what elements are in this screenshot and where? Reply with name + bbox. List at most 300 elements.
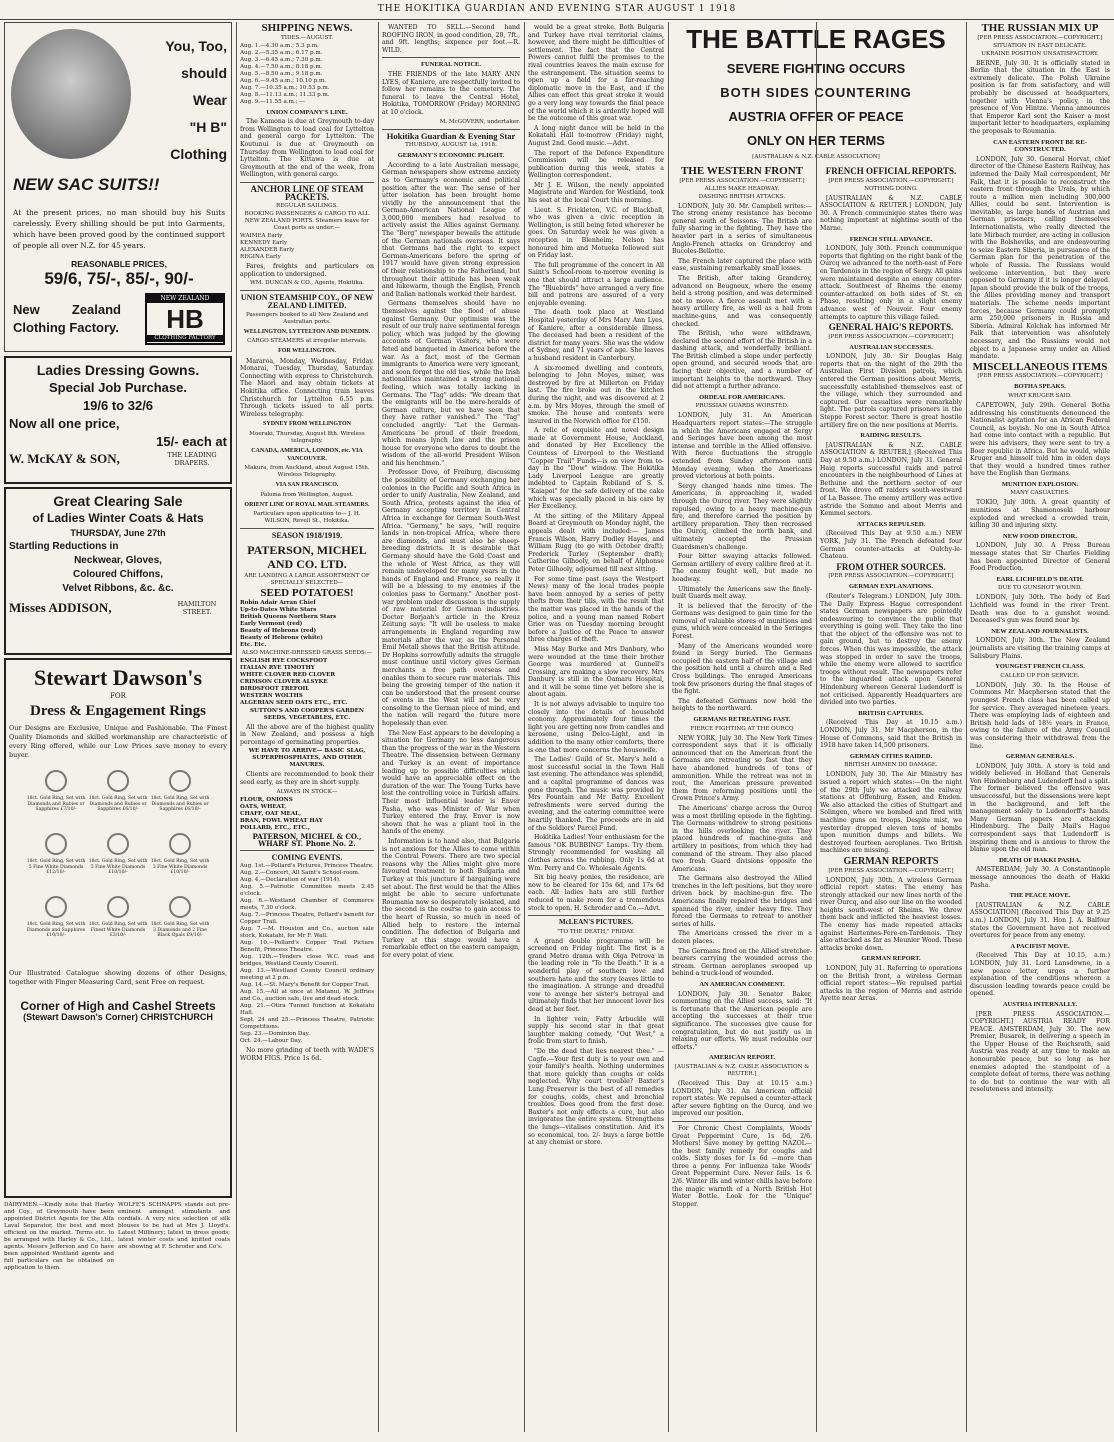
editorial-title: GERMANY'S ECONOMIC PLIGHT. (397, 152, 505, 160)
stock-row: CHAFF, OAT MEAL, (240, 810, 302, 817)
gowns-title: Ladies Dressing Gowns. (36, 362, 200, 378)
misc-item-text: LONDON, July 30th. The New Zealand journalists are visiting the training camps at Salisbury Plains. (970, 637, 1110, 660)
ordeal-title: ORDEAL FOR AMERICANS. (699, 393, 785, 401)
slogan-line: Clothing (170, 146, 227, 162)
event-row: Aug. 10.—Pollard's Copper Trail Picture Benefit, Princess Theatre. (240, 940, 374, 954)
event-row: Aug. 21.—Otira Tunnel function at Kokatahi Hall. (240, 1003, 374, 1017)
dawson-for: FOR (110, 692, 126, 700)
tide-row: Aug. 2.—5.35 a.m.; 6.17 p.m. (240, 49, 323, 56)
wf-para: LONDON, July 30. Mr. Campbell writes:—The strong enemy resistance has become general south of Soissons. The British are fully sharing in the fighting. They have the heavier part in a series of simultaneous Anglo-French attacks on Grandcroy and Bucoles-Bellotte. (672, 202, 812, 256)
stock-list (240, 797, 374, 832)
anchor-agent: WM. DUNCAN & CO., Agents, Hokitika. (250, 280, 364, 287)
dawson-address: (Stewart Dawson's Corner) CHRISTCHURCH (23, 1012, 213, 1023)
ring-icon (45, 833, 67, 855)
mclean-para: A grand double programme will be screened on Friday night. The first is a grand Metro drama with Olga Petrova in the leading role in "To the Death." It is a wonderful play of southern love and southern hate and the story leaves little to the imagination. A strange and dreadful vow to avenge her sister's betrayal and ultimately finds that her innocent lover lies dead at her feet. (528, 937, 664, 1014)
ring-caption: 18ct. Gold Ring, Set with 5 Fine White Diamonds £12/10/- (26, 859, 86, 876)
union-title: UNION COMPANY'S LINE. (266, 108, 348, 116)
illustration-circle (11, 29, 131, 159)
potato-row: Etc. Etc. (240, 641, 267, 648)
gowns-seller-tag: THE LEADING DRAPERS. (167, 451, 217, 467)
dawson-ad (4, 658, 232, 1198)
news-para: At the sitting of the Military Appeal Board at Greymouth on Monday night, the appeals dealt with included:— James Francis Wilson, Harry Dudley Hayes, and William Rugg (to go with October draft); Frederick Turley (September draft); Catherine Gilhooly, on behalf of Alphonse Peter Gilhooly, adjourned till next sitting. (528, 512, 664, 573)
addison-line: Coloured Chiffons, (73, 569, 163, 580)
news-para: Lieut. S. Frickleton, V.C. of Blackball, who was given a civic reception in Wellington, is still being feted wherever he goes. On Saturday week he was given a reception in Blenheim; Nelson has honoured him and Motueka followed suit on Friday last. (528, 206, 664, 260)
news-para: A relic of exquisite and novel design made at Government House, Auckland, and donated by Her Excellency the Countess of Liverpool to the Westland "Copper Trail" Funds—is on view from to-day in the "Dow" window. The Hokitika Lady Liverpool League are greatly indebted to Captain Robiland of S. S. "Kaiapoi" for the safe delivery of the cake which was specially placed in his care by Her Excellency. (528, 427, 664, 511)
ret-para: The Germans fired on the Allied stretcher-bearers carrying the wounded across the stream. German aeroplanes swooped up behind a truck-load of wounded. (672, 947, 812, 978)
addison-seller: Misses ADDISON, (9, 600, 112, 616)
mix-text: BERNE, July 30. It is officially stated in Berlin that the situation in the East is extremely delicate. The Polish Ukraine position is far from satisfactory, and will probably be discussed at headquarters, together with Vienna's policy, in the presence of Von Hintze. Vienna announces that Emperor Karl sent the Kaiser a most important letter to headquarters, explaining the proposals to Roumania. (970, 59, 1110, 135)
bc-text: (Received This Day at 10.15 a.m.) LONDON, July 31. Mr Macpherson, in the House of Commons, said that the British in 1918 have taken 14,500 prisoners. (820, 719, 962, 750)
event-row: Sept. 24 and 25.—Princess Theatre, Patriotic Competitions. (240, 1017, 374, 1031)
potato-row: British Queens Northern Stars (240, 613, 337, 620)
addison-ad (4, 487, 232, 655)
mix-sub: SITUATION IN EAST DELICATE. (993, 42, 1087, 49)
ring-icon (169, 770, 191, 792)
potato-list (240, 600, 374, 649)
wf-para: The British, who were withdrawn, declared the second effort of the British in a dashing attack, and wonderfully brilliant. The British climbed a slope under perfectly open ground, and secured woods that are facing their objective, and a number of important heights to the northward. They did not attempt a further advance. (672, 330, 812, 391)
misc-item-sub: CALLED UP FOR SERVICE. (1000, 672, 1080, 679)
event-row: Aug. 14.—St. Mary's Benefit for Copper Trail. (240, 982, 370, 989)
event-row: Aug. 4.—Declaration of war (1914). (240, 877, 341, 884)
mix-assoc: [PER PRESS ASSOCIATION.—COPYRIGHT.] (977, 34, 1103, 41)
news-para: Hokitika Ladies! Your enthusiasm for the famous "OK BUBBING" Lamps. Try them. Strongly recommended for washing all clothes across the rubbing. Only 1s 6d at Wm. Perry and Co. Wholesale Agents. (528, 834, 664, 872)
sydney-title: SYDNEY FROM WELLINGTON (263, 421, 351, 428)
aus-text: LONDON, July 30. Sir Douglas Haig reports that on the night of the 29th the Australian First Division patrols, which entered the German positions about Merris, successfully established themselves east of the village, which they surrounded and captured. Our casualties were remarkably light. The patrols captured prisoners in the Steppe Forest sector. There is great hostile artillery fire on the new positions at Merris. (820, 353, 962, 429)
news-para: The full programme of the concert in All Saint's School-room to-morrow evening is one that should attract a large audience. The "Bluebirds" have arranged a very fine bill and patrons are assured of a very enjoyable evening. (528, 261, 664, 307)
misc-item-title: NEW FOOD DIRECTOR. (1003, 532, 1077, 540)
orient-title: ORIENT LINE OF ROYAL MAIL STEAMERS. (244, 501, 370, 508)
ordeal-sub: PRUSSIAN GUARDS WORSTED. (695, 403, 789, 410)
deck-line: SEVERE FIGHTING OCCURS (726, 61, 906, 76)
misc-item-text: LONDON, July 30. In the House of Commons Mr. Macpherson stated that the youngest French class has been called up for service. They averaged nineteen years. There was employing lads of eighteen and British held lads of 18½ years in France, owing to the failure of the Army Council was considering their withdrawal from the line. (970, 681, 1110, 750)
event-row: Aug. 7.—M. Houston and Co., auction sale stock, Kokatahi, for Mr F. Wall. (240, 926, 374, 940)
ring-icon (107, 770, 129, 792)
mclean-sub: "TO THE DEATH," FRIDAY. (557, 928, 635, 935)
anchor-text: BOOKING PASSENGERS & CARGO TO ALL NEW ZEALAND PORTS. Steamers leave for Coast ports as under:— (244, 211, 370, 232)
ring-item (87, 831, 149, 876)
event-row: Aug. 12th.—Tenders close W.C. road and bridges, Westland County Council. (240, 954, 374, 968)
paterson-title: PATERSON, MICHEL AND CO. LTD. (247, 543, 367, 571)
potato-row: Robin Adair Arran Chief (240, 599, 316, 606)
canada-text: Makura, from Auckland, about August 15th. Wireless Telegraphy. (244, 465, 370, 479)
fos-assoc: [PER PRESS ASSOCIATION.—COPYRIGHT.] (828, 573, 954, 580)
addison-line: Velvet Ribbons, &c. &c. (62, 583, 174, 594)
paper-date: THURSDAY, AUGUST 1st, 1918. (405, 142, 497, 149)
misc-item-text: CAPETOWN, July 29th. General Botha addressing his constituents denounced the Nationalist agitation for an African Federal Council, as boyish. No one in South Africa had come into contact with a republic. But were his advisers, they were sent to try a Boer republic in Africa. But he would, while Kruger and himself told him in olden days that they would a hundred times rather have the English than Germans. (970, 401, 1110, 478)
news-para: For some time past (says the Westport News) many of the local trades people have been annoyed by a series of petty thefts from their tills, with the result that the matter was placed in the hands of the police, and a young man named Robert Grier was on Tuesday morning brought before a Justice of the Peace to answer three charges of theft. (528, 575, 664, 644)
retreat-sub: FIERCE FIGHTING AT THE OURCQ (690, 725, 794, 732)
addison-address: HAMILTON STREET. (177, 600, 217, 616)
editorial-para: Professor Dove, of Freiburg, discussing the possibility of Germany exchanging her colonies in the Pacific and South Africa in order to unify Australia, New Zealand, and South Africa, protests against the idea of Germany accepting territory in Central Africa in exchange for German South-West Africa. "Germany," he says, "will require lands in non-tropical Africa, where there are diamonds, and must also be sheep-breeding districts. It is desirable that Germany should have the Gold Coast and the whole of West Africa, as they will remain undeveloped for many years in the hands of England and France, so really it will be a blessing to my enemies if the colonies pass to Germany." Another post-war problem under discussion is the supply of raw material for German industries. Doctor Borjaah's article in the Kreuz Zeitung says: "It will be useless to make arrangements in England regarding raw materials after the war, as the Personal Emil Metall shows that the British attitude. Dr Hopkins sorrowfully admits the struggle must continue until victory gives German merchants a free path overseas and enables them to secure raw materials. This being the growing temper of the nation it can be understood that the present course of events in the West will not be very consoling to the German piece of mind, and the nation will regard the future more hopelessly than ever. (382, 469, 520, 728)
hb-slogan (135, 33, 227, 168)
gev-text: (Reuter's Telegram.) LONDON, July 30th. The Daily Express Hague correspondent states German newspapers are pointedly endeavouring to convince the public that everything is going well. They take the line that the object of the offensive was not to gain ground, but to destroy the enemy forces. When this was impossible, the attack was stopped in order to save the troops, while the enemy were allowed to sacrifice troops without result. The newspapers refer to the inguarded attack upon General Hindenburg whereon General Ludendorff is not criticised. Apparently Headquarters are divided into two parties. (820, 592, 962, 707)
raid-title: RAIDING RESULTS. (860, 432, 922, 440)
sutton-line: SUTTON'S AND COOPER'S GARDEN SEEDS, VEGETABLES, ETC. (250, 707, 364, 721)
wlt-text: CARGO STEAMERS at irregular intervals. (247, 338, 367, 345)
gowns-ad (4, 356, 232, 484)
funeral-title: FUNERAL NOTICE. (421, 61, 481, 69)
potato-row: Early Vermont (red) (240, 620, 303, 627)
deck-line: ONLY ON HER TERMS (747, 133, 885, 148)
ring-caption: 18ct. Gold Ring, Set with Diamonds and Rubies or Sapphires £6/10/- (88, 796, 148, 813)
chest-ad: For Chronic Chest Complaints, Woods' Great Peppermint Cure, 1s 6d, 2/6. Mothers! Save money by getting NAZOL—the best family remedy for coughs and colds. Sixty doses for 1s 6d —more than three a penny. For influenza take Woods' Great Peppermint Cure. Never fails. 1s 6. 2/6. Winter ills and winter chills have before the magic warmth of a North British Hot Water Bottle. Look for the "Unique" Stopper. (672, 1124, 812, 1208)
ord-para: Many of the Americans wounded were found in Sergy buried. The Germans occupied the eastern half of the village and the position held until a church and a Red Cross buildings. The enraged Americans took few prisoners during the final stages of the fight. (672, 642, 812, 696)
ret-para: The Americans crossed the river in a dozen places. (672, 930, 812, 946)
dairymen-notice: DAIRYMEN.—Kindly note that Harley and Coy., of Greymouth have been appointed District Agents for the Alfa Laval Separator, the best and most efficient on the market. Terms etc. to be arranged with Harley & Co., Ltd., agents. Messrs Jefferson and Co have been appointed Westland agents and full particulars can be obtained on application to them. (4, 1202, 114, 1271)
mclean-para: In lighter vein, Fatty Arbuckle will supply his second star in that great laughter making comedy, "Out West," a frolic from start to finish. (528, 1015, 664, 1046)
ring-caption: 18ct. Gold Ring, Set with Diamonds and Rubies or Sapphires £6/10/- (150, 796, 210, 813)
news-para: It is not always advisable to inquire too closely into the details of household economy. Approximately four times the light you are getting now from candles and kerosene, using Delco-Light, and in addition to the many other comforts, there is one that more concerns the housewife. (528, 701, 664, 754)
repulsed-title: ATTACKS REPULSED. (856, 520, 926, 528)
ring-caption: 18ct. Gold Ring, Set with Diamonds and Sapphires £10/10/- (26, 922, 86, 939)
hb-logo (145, 293, 225, 345)
hb-company: New Zealand Clothing Factory. (13, 302, 121, 335)
haig-assoc: [PER PRESS ASSOCIATION.—COPYRIGHT.] (828, 333, 954, 340)
fsa-text: LONDON, July 30th. French communique reports that fighting on the right bank of the Ourcq we advanced to the north-east of Fere en Tardenois in the region of Sergy. All gains were maintained despite an enemy counter-attack. Southwest of Rheims the enemy counter-attacked on both sides of St. en Phase, resulting only in a slight enemy advance west of Nouvoir. Four enemy attempts to capture this village failed. (820, 245, 962, 321)
gowns-now: Now all one price, (9, 416, 120, 431)
addison-date: THURSDAY, June 27th (70, 528, 166, 538)
event-row: Aug. 1st.—Pollard's Pictures, Princess Theatre. (240, 863, 374, 870)
addison-line: Neckwear, Gloves, (74, 555, 162, 566)
hb-prices-label: REASONABLE PRICES, (71, 259, 167, 269)
hb-prices: 59/6, 75/-, 85/-, 90/- (44, 269, 194, 288)
addison-sub: of Ladies Winter Coats & Hats (32, 511, 204, 525)
deck-line: BOTH SIDES COUNTERING (720, 85, 912, 100)
foreign-column (966, 22, 1110, 1432)
hb-headline: NEW SAC SUITS!! (13, 175, 160, 194)
mclean-para: "Do the dead that lies nearest thee." —Cagfe.—Your first duty is to your own and your family's health. Nothing undermines that more quickly than coughs or colds neglected. Why court trouble? Baxter's Lung Preserver is the best of all remedies for coughs, colds, chest and bronchial troubles. Does good from the first dose. Baxter's not only effects a cure, but also invigorates the entire system. Strengthens the lungs—vitalises constitution. And it's so economical, too. 2/- buys a large bottle at any chemist or store. (528, 1048, 664, 1147)
ef-text: LONDON, July 30. General Horvat, chief director of the Chinese Eastern Railway, has informed the Daily Mail correspondent, Mr Falk, that it is possible to reconstruct the eastern front through the Urals, by which route a million men including 300,000 Allies, could be sent. Intervention is inevitable, as large bands of Austrian and German prisoners, calling themselves Internationalists, who really directed the late Mirbach murder, are acting in collusion with the Bolsheviks, and are endeavouring to seize Eastern Siberia, in pursuance of the German plan for the penetration of the whole of Russia. The Russians would welcome intervention, but they were opposed to Germany if it is longer delayed. Japan should provide the bulk of the troops, the Allies providing money and transport materials. The scheme needs important forces, because Germany could promptly arm 250,000 prisoners in Russia and Siberia. Admiral Kolchak has informed Mr Falk that intervention was absolutely necessary, and the Russians would not object to a Japanese army under an Allied mandate. (970, 155, 1110, 361)
slogan-line: Wear (193, 92, 227, 108)
editorial-para: Germans themselves should have no themselves against the flood of abuse against Germany. Our optimism was the result of our truly naive sentimental foreign policy, which was judged by the glowing accounts of German visitors, who were feted and banqueted in America before the war. As a fact, most of the German immigrants to America were very ignorant, and soon forgot the old ties, while the Irish nationalities maintained a strong national feeling, which was totally lacking in Germans. The "Tag" adds: "We dream that the emigrants will be the mere-heralds of German culture, but we have seen that they have rather vanished." The "Tag" concluded angrily: "Let the German-Americans be proud of their freedom, which means lynch law and the prison house for everyone who dares to doubt the wisdom of the all-world President Wilson and his henchmen." (382, 300, 520, 467)
amreport-assoc: [AUSTRALIAN & N.Z. CABLE ASSOCIATION & REUTER.] (674, 1063, 810, 1077)
ring-item (149, 831, 211, 876)
french-text: [AUSTRALIAN & N.Z. CABLE ASSOCIATION & REUTER.] LONDON, July 30. A French communique states there was nothing important at nightime south of the Marne. (820, 194, 962, 232)
misc-item-title: GERMAN GENERALS. (1005, 753, 1075, 761)
editorial-para: According to a late Australian message, German newspapers show extreme anxiety as to Germany's economic and political position after the war. The sense of her utter isolation has been brought home vividly by the announcement that the German-American National League of 3,000,000 members had resolved to actively assist the Allies against Germany. The "Berg" newspaper bewails the attitude of the German nationals overseas. It says that Germans had the right to expect German-Americans before the spring of 1917 would have given strong expression of their relationship to the Fatherland, but throughout their attitude has been weak and lukewarm, though the English, French and Italian nationals worked their hardest. (382, 161, 520, 298)
mix-title: THE RUSSIAN MIX UP (981, 22, 1099, 34)
misc-item-text: LONDON, July 30th. The body of Earl Lichfield was found in the river Trent. Death was due to a gunshot wound. Deceased's gun was found near by. (970, 594, 1110, 625)
slogan-line: You, Too, (165, 38, 227, 54)
mclean-title: McLEAN'S PICTURES. (559, 918, 633, 927)
event-row: Aug. 5.—Patriotic Committee meets 2.45 o'clock. (240, 884, 374, 898)
ring-item (87, 894, 149, 939)
western-front-sub: ALLIES MAKE HEADWAY. (704, 185, 780, 192)
clients-text: Clients are recommended to book their seed early, as they are in short supply. (240, 771, 374, 786)
retreat-title: GERMANS RETREATING FAST. (693, 716, 791, 723)
event-row: Sep. 23.—Dominion Day. (240, 1031, 310, 1038)
tide-row: Aug. 6.—9.45 a.m.; 10.10 p.m. (240, 77, 327, 84)
dawson-corner: Corner of High and Cashel Streets (20, 998, 216, 1013)
tide-row: Aug. 4.—7.50 a.m.; 8.18 p.m. (240, 63, 323, 70)
ring-icon (107, 833, 129, 855)
ship-row: REGINA Early (240, 254, 281, 261)
gr2-title: GERMAN REPORT. (861, 955, 921, 963)
editorial-para: The New East appears to be developing a situation for Germany no less dangerous than the progress of the war in the Western Theatre. The dissension between Germany and Turkey is an event of importance leading up to possible difficulties which would have an appreciable effect on the duration of the war. The Young Turks have lost the controlling voice in Turkish affairs. Their most influential leader is Enver Pasha, who was Minister of War when Turkey entered the fray. Enver is now shown that he was a pliant tool in the hands of the enemy. (382, 729, 520, 836)
gowns-price: 15/- each at (156, 434, 227, 449)
uss-text: Passengers booked to all New Zealand and Australian ports. (245, 311, 369, 325)
union-text: The Kamona is due at Greymouth to-day from Wellington to load coal for Lyttelton and general cargo for Lyttelton. The Koutunui is due at Greymouth on Thursday from Wellington to load coal for Lyttelton. The Kittawa is due at Greymouth at the end of the week, from Wellington, with general cargo. (240, 118, 374, 179)
misc-item-title: DEATH OF HAKKI PASHA. (999, 856, 1081, 864)
misc-item-sub: MANY CASUALTIES. (1010, 490, 1070, 497)
gowns-seller: W. McKAY & SON, (9, 451, 120, 467)
ring-item (87, 768, 149, 813)
shipping-column (236, 22, 374, 1432)
editorial-para: Information is to hand also, that Bulgaria is not anxious for the Allies to come within the Central Powers. There are two special reasons why the Allies might give more favoured treatment to both Bulgaria and Turkey at this juncture if bargaining were set about. The first would be that the Allies might be able to secure unfortunate Roumania now so desperately isolated, and the second is the course to gain access to the heart of Russia, so much in need of Allied help to restore the internal condition. The defection of Bulgaria and Turkey at this stage would have a remarkable effect on the eastern campaign, for every point of view. (382, 837, 520, 959)
ret-para: The Americans' charge across the Ourcq was a most thrilling episode in the fighting. The Germans withdrew to strong positions in the hills overlooking the river. They placed hundreds of machine-guns and artillery in positions, from which they had command of the stream. They also placed two fresh Guard divisions opposite the Americans. (672, 804, 812, 873)
ring-caption: 18ct. Gold Ring, Set with Diamonds and Rubies or Sapphires £7/10/- (26, 796, 86, 813)
fsa-title: FRENCH STILL ADVANCE. (849, 235, 933, 243)
misc-item-title: A PACIFIST MOVE. (1010, 942, 1070, 950)
misc-title: MISCELLANEOUS ITEMS (972, 360, 1108, 373)
reports-column (816, 22, 962, 1432)
misc-item-title: THE PEACE MOVE. (1009, 892, 1071, 900)
event-row: Aug. 13.—Westland County Council ordinary meeting at 2 p.m. (240, 968, 374, 982)
ord-para: Sergy changed hands nine times. The Americans, in approaching it, waded through the Ourcq river. They were slightly repulsed, owing to a heavy machine-gun fire, and therefore carried the position by artillery preparation. They then recrossed the Ourcq, climbed the north bank, and ultimately accepted the Prussian Guardsmen's challenge. (672, 482, 812, 551)
slogan-line: "H B" (189, 119, 227, 135)
ret-para: The Germans also destroyed the Allied trenches in the left positions, but they were driven back by machine-gun fire. The Americans finally repaired the bridges and spanned the river, under heavy fire. They forced the Germans to retreat to another series of hills. (672, 875, 812, 928)
misc-item-text: TOKIO, July 30th. A great quantity of munitions at Shamonoseki harbour exploded and wrecked a crowded train, killing 30 and injuring sixty. (970, 499, 1110, 530)
wanted-ad: WANTED TO SELL.—Second hand ROOFING IRON, in good condition, 20, 7ft., and 9ft. lengths; sixpence per foot.—R. WILD. (382, 24, 520, 54)
mix-sub2: UKRAINE POSITION UNSATISFACTORY. (981, 50, 1099, 57)
wf-para: The French later captured the place with ease, sustaining remarkably small losses. (672, 257, 812, 273)
hb-body: At the present prices, no man should buy his Suits carelessly. Every shilling should be put into Garments, which have been proved good by the continued support of people all over N.Z. for 45 years. (13, 208, 225, 250)
ring-item (25, 768, 87, 813)
gowns-range: 19/6 to 32/6 (82, 398, 154, 413)
grass-row: WHITE CLOVER RED CLOVER (240, 671, 336, 678)
dawson-body: Our Designs are Exclusive, Unique and Fashionable. The Finest Quality Diamonds and skilled workmanship are characteristic of every Ring offered, while our Low Prices save money to every buyer. (9, 723, 227, 759)
stock-row: FLOUR, ONIONS (240, 796, 293, 803)
gr-assoc: [PER PRESS ASSOCIATION.—COPYRIGHT.] (828, 867, 954, 874)
raid-text: [AUSTRALIAN & N.Z. CABLE ASSOCIATION & REUTER.] (Received This Day at 9.50 a.m.) LONDON, July 31. General Haig reports successful raids and patrol encounters in the neighbourhood of Lines at Bethune and the northern sector of our front. We drove off raiders south-westward of La Bassee. The enemy artillery was active astride the Somme and about Merris and Kemmel sectors. (820, 441, 962, 518)
ship-row: ALEXANDER Early (240, 247, 295, 254)
ring-icon (169, 896, 191, 918)
potato-row: Beauty of Hebrons (red) (240, 627, 317, 634)
stock-title: ALWAYS IN STOCK— (276, 788, 338, 795)
gev-title: GERMAN EXPLANATIONS. (848, 583, 934, 591)
misc-item-text: AMSTERDAM, July 30. A Constantinople message announces the death of Hakki Pasha. (970, 866, 1110, 889)
grass-row: ENGLISH RYE COCKSFOOT (240, 657, 328, 664)
potato-row: Up-to-Dates White Stars (240, 606, 317, 613)
ring-caption: 18ct. Gold Ring, Set with 3 Fine White Diamonds £10/10/- (150, 859, 210, 876)
arrive-title: WE HAVE TO ARRIVE— BASIC SLAG, SUPERPHOSPHATES, AND OTHER MANURES. (248, 748, 366, 769)
anchor-title: ANCHOR LINE OF STEAM PACKETS. (250, 183, 364, 202)
tide-row: Aug. 1.—4.30 a.m.; 5.3 p.m. (240, 42, 319, 49)
gowns-sub: Special Job Purchase. (48, 380, 187, 395)
misc-item-text: (Received This Day at 10.15, a.m.) LONDON, July 31. Lord Lansdowne, in a new peace letter, urges a further explanation of the conditions whereon a discussion leading towards peace could be opened. (970, 952, 1110, 998)
news-para: Mr J. E. Wilson, the newly appointed Magistrate and Warden for Westland, took his seat at the local Court this morning. (528, 181, 664, 205)
fw-text: Mararoa, Monday, Wednesday, Friday. Monarai, Tuesday, Thursday, Saturday. Connecting with express to Christchurch. The Maori and may obtain tickets at Hokitika office. Connecting train leaves Christchurch for Lyttelton 6.55 p.m. Through tickets issued to all ports. Wireless telegraphy. (240, 357, 374, 418)
worm-ad: No more grinding of teeth with WADE'S WORM FIGS. Price 1s 6d. (240, 1047, 374, 1062)
hb-clothing-ad (4, 22, 232, 352)
ring-icon (45, 770, 67, 792)
uss-title: UNION STEAMSHIP COY., OF NEW ZEALAND LIMITED. (240, 293, 374, 310)
event-row: Aug. 7.—Princess Theatre, Pollard's benefit for Copper Trail. (240, 912, 374, 926)
bc-title: BRITISH CAPTURES. (858, 709, 924, 717)
sf-title: VIA SAN FRANCISCO. (275, 482, 339, 489)
western-front-assoc: [PER PRESS ASSOCIATION.—COPYRIGHT.] (679, 177, 805, 184)
stock-row: OATS, WHEAT, (240, 803, 287, 810)
misc-item-title: EARL LICHFIELD'S DEATH. (996, 575, 1084, 583)
ring-icon (107, 896, 129, 918)
misc-item-text: [AUSTRALIAN & N.Z. CABLE ASSOCIATION] (Received This Day at 9.25 a.m.) LONDON, July 31. Hon J. A. Balfour states the Government have not received overtures for peace from any enemy. (970, 901, 1110, 940)
addison-title: Great Clearing Sale (53, 493, 183, 509)
dawson-title: Dress & Engagement Rings (30, 702, 206, 719)
misc-item-sub: WHAT KRUGER SAID. (1008, 392, 1072, 399)
fw-title: FOR WELLINGTON. (278, 348, 336, 355)
amcomment-title: AN AMERICAN COMMENT. (699, 981, 785, 988)
gr-text: LONDON, July 30th. A wireless German official report states: The enemy has strongly attacked our new lines north of the river Ourcq, and also our line on the wooded heights south-west of Rheims. We threw them back and inflicted the heaviest losses. The enemy has made repeated attacks against Hartennes-Fere-en-Tardenois. They also attacked as far as Meunier Wood. These attacks broke down. (820, 876, 962, 952)
deck-line: AUSTRIA OFFER OF PEACE (728, 109, 904, 124)
ord-para: LONDON, July 31. An American Headquarters report states:—The struggle in which the Americans engaged at Sergy and Seringes have been among the most intense and terrible in the Allied offensive. With fierce fluctuations the struggle extended from Sunday afternoon until Monday evening, when the Americans proved victorious at both points. (672, 412, 812, 481)
ord-para: It is believed that the ferocity of the Germans was designed to gain time for the removal of valuable stores of munitions and guns, which were concealed in the Seringes Forest. (672, 602, 812, 641)
addison-line: Startling Reductions in (9, 541, 119, 552)
funeral-text: THE FRIENDS of the late MARY ANN LYES, of Kaniere, are respectfully invited to follow her remains to the cemetery. The funeral to leave the Central Hotel, Hokitika, TOMORROW (Friday) MORNING at 10 o'clock. (382, 70, 520, 116)
misc-item-text: LONDON, July 30th. A story is told and widely believed in Holland that Generals Von Hindenburg and Ludendorff had a split. The former believed the offensive was unsuccessful, but the dissensions were kept in the background, and left the management solely to Ludendorff's hands. Many German papers are attacking Hindenburg. The Daily Mail's Hague correspondent says that Ludendorff is inspiring them and is anxious to throw the blame upon the old man. (970, 762, 1110, 854)
news-para: Six big heavy ponies, the residence, are now to be cleared for 15s 6d, and 17s 6d each. All ladies hats are still further reduced to make room for a tremendous stock to open. H. Schroder and Co.—Advt. (528, 874, 664, 912)
tide-row: Aug. 5.—8.50 a.m.; 9.18 p.m. (240, 70, 323, 77)
misc-item-title: MUNITION EXPLOSION. (1001, 480, 1079, 488)
season-title: SEASON 1918/1919. (271, 531, 343, 541)
misc-item-title: BOTHA SPEAKS. (1014, 383, 1066, 391)
sf-text: Paloma from Wellington, August. (260, 491, 354, 498)
amreport-title: AMERICAN REPORT. (708, 1054, 776, 1062)
misc-item-title: NEW ZEALAND JOURNALISTS. (991, 627, 1089, 635)
ship-row: KENNEDY Early (240, 240, 288, 247)
grass-row: ITALIAN RYE TIMOTHY (240, 664, 315, 671)
hb-logo-mark: HB (166, 303, 204, 334)
ret-para: NEW YORK, July 30. The New York Times correspondent says that it is officially announced that on the American front the Germans are retreating so fast that they have abandoned hundreds of tons of ammunition. While the retreat was not in rout, the American pressure prevented them from reforming positions until the Crown Prince's Army. (672, 734, 812, 803)
french-title: FRENCH OFFICIAL REPORTS. (825, 166, 957, 176)
western-front-title: THE WESTERN FRONT (680, 165, 804, 177)
seed-title: SEED POTATOES! (260, 587, 354, 599)
ring-caption: 18ct. Gold Ring, Set with Finest White Diamonds £3/10/- (88, 922, 148, 939)
misc-item-sub: DUE TO GUNSHOT WOUND. (997, 585, 1083, 592)
anchor-sub: REGULAR SAILINGS. (275, 203, 338, 210)
misc-item-title: YOUNGEST FRENCH CLASS. (995, 663, 1085, 671)
ring-icon (169, 833, 191, 855)
gr2-text: LONDON, July 31. Referring to operations on the British front, a wireless German official report states:—We repulsed partial attacks in the region of Merris and astride Ayette near Arras. (820, 965, 962, 1003)
gcr-title: GERMAN CITIES RAIDED. (849, 752, 933, 760)
grass-row: WESTERN WOLTHS (240, 692, 303, 699)
ring-item (25, 831, 87, 876)
french-sub: NOTHING DOING. (864, 185, 918, 192)
dawson-name: Stewart Dawson's (33, 665, 203, 690)
grass-row: CRIMSON CLOVER ALSYKE (240, 678, 328, 685)
news-para: The report of the Defence Expenditure Commission will be released for publication during this week, states a Wellington correspondent. (528, 149, 664, 180)
wolfe-notice: WOLFE'S SCHNAPPS stands out pre-eminent amongst stimulants and cordials. A very nice selection of silk blouses to be had at Mrs J. Lloyd's. Latest Millinery; latest in dress goods; latest winter costs and knitted coats are showing at F. Schroder and Co's. (118, 1202, 230, 1250)
slogan-line: should (181, 65, 227, 81)
western-front-sub2: DASHING BRITISH ATTACKS. (698, 193, 786, 200)
french-assoc: [PER PRESS ASSOCIATION.—COPYRIGHT.] (828, 177, 954, 184)
potato-row: Beauty of Hebrons (white) (240, 634, 323, 641)
event-row: Oct. 24.—Labour Day. (240, 1038, 303, 1045)
misc-item-text: [PER PRESS ASSOCIATION.—COPYRIGHT.] AUSTRIA READY FOR PEACE. AMSTERDAM, July 30. The new Premier, Busarek, in delivering a speech in the Upper House of the Reichsrath, said Austria was ready at any time to make an honourable peace, but so long as her enemies adopted the standpoint of a complete defeat of terms, there was nothing to do but to continue the war with all resoluteness and intensity. (970, 1010, 1110, 1094)
events-list (240, 863, 374, 1045)
ship-row: WAIMEA Early (240, 233, 283, 240)
ring-caption: 18ct. Gold Ring, Set with 5 Fine White Diamonds £10/10/- (88, 859, 148, 876)
wlt-title: WELLINGTON, LYTTELTON AND DUNEDIN. (243, 328, 371, 335)
gr-title: GERMAN REPORTS (843, 855, 939, 867)
tides-title: TIDES.—AUGUST. (281, 34, 333, 41)
misc-item-title: AUSTRIA INTERNALLY. (1002, 1000, 1078, 1008)
event-row: Aug. 2.—Concert, All Saint's School-room. (240, 870, 360, 877)
seeds-text: All the above are of the highest quality in New Zealand, and possess a high percentage of germinating properties. (240, 723, 374, 746)
canada-title: CANADA, AMERICA, LONDON, etc. VIA VANCOUVER. (251, 448, 363, 462)
paper-name: Hokitika Guardian & Evening Star (386, 130, 516, 141)
orient-text: Particulars upon application to— J. H. WILSON, Revell St., Hokitika. (253, 511, 361, 525)
editorial-column (378, 22, 520, 1432)
assoc-line: [AUSTRALIAN & N.Z. CABLE ASSOCIATION] (752, 154, 880, 160)
stock-row: POLLARD, ETC., ETC., (240, 824, 310, 831)
grass-list (240, 658, 374, 707)
news-para: The death took place at Westland Hospital yesterday of Mrs Mary Ann Lyes, of Kaniere, after a considerable illness. The deceased had been a resident of the district for many years. She was the widow of Sydney, and 71 years of age. She leaves a husband resident in Canterbury. (528, 309, 664, 362)
ef-title: CAN EASTERN FRONT BE RE-CONSTRUCTED. (993, 138, 1087, 154)
tide-row: Aug. 8.—11.13 a.m.; 11.33 p.m. (240, 91, 330, 98)
wf-para: The British, after taking Grandcroy, advanced on Beugneux, where the enemy held a strong position, and was determined not to move. A fierce assault met with a heavy artillery fire, as well as a hail from machine-guns, and was consequently checked. (672, 274, 812, 328)
grass-row: ALGERIAN SEED OATS ETC., ETC. (240, 699, 348, 706)
repulsed-text: (Received This Day at 9.50 a.m.) NEW YORK, July 31. The French defeated four German counter-attacks at Oulchy-le-Chateau. (820, 530, 962, 561)
news-para: A six-roomed dwelling and contents, belonging to John Moyes, miner, was destroyed by fire at Millerton on Friday last. The fire broke out in the kitchen during the night, and was discovered at 2 a.m. by Mrs Moyes, through the smell of smoke. The house and contents were insured in the Norwich office for £150. (528, 364, 664, 425)
aus-title: AUSTRALIAN SUCCESSES. (849, 343, 933, 351)
fos-title: FROM OTHER SOURCES. (836, 561, 946, 572)
misc-assoc: [PER PRESS ASSOCIATION.—COPYRIGHT.] (977, 373, 1103, 380)
amcomment-text: LONDON, July 30. Senator Baker, commenting on the Allied success, said: "It is fortunate that the American people are accepting the successes at their true significance. The successes give cause for congratulation, but do not justify us in relaxing our efforts. We must redouble our efforts." (672, 990, 812, 1051)
grass-title: ALSO MACHINE-DRESSED GRASS SEEDS:— (241, 649, 373, 656)
news-para: Miss May Burke and Mrs Danbury, who were wounded at the time their brother George was murdered at Gunnell's Crossing, are making a slow recovery. Mrs Danbury is still in the Oamaru Hospital, and it will be some time yet before she is about again. (528, 645, 664, 699)
tide-row: Aug. 7.—10.35 a.m.; 10.53 p.m. (240, 84, 330, 91)
grass-row: BIRDSFOOT TREFOIL (240, 685, 310, 692)
news-para: The Ladies' Guild of St. Mary's held a most successful social in the Town Hall last evening. The attendance was splendid, and a capital programme of dances was gone through. The music was provided by Mrs Fountain and Mr Batty. Excellent refreshments were served during the evening, and the catering committee were heartily thanked. The proceeds are in aid of the Soldiers' Parcel Fund. (528, 756, 664, 832)
news-para: would be a great stroke. Both Bulgaria and Turkey have rival territorial claims, however, and there might be difficulties of settlement. The fact that the Central Powers cannot fulfil the promises to the rival countries leaves the main excuse for the estrangement. The situation seems to open up a field for a far-reaching diplomatic move in the East, and if the Allies can effect this great stroke it would go a very long way towards the final peace of the world which it is ardently hoped will be the outcome of this great war. (528, 24, 664, 123)
sydney-text: Moeraki, Thursday, August 8th. Wireless telegraphy. (249, 431, 365, 445)
ring-grid (9, 768, 227, 939)
paterson-intro: ARE LANDING A LARGE ASSORTMENT OF SPECIALLY SELECTED— (244, 573, 370, 586)
battle-headline: THE BATTLE RAGES (686, 24, 946, 54)
ring-item (25, 894, 87, 939)
haig-title: GENERAL HAIG'S REPORTS. (828, 322, 954, 333)
tides-list (240, 43, 374, 106)
ord-para: The defeated Germans now hold the heights to the northward. (672, 697, 812, 713)
hb-logo-bottom: CLOTHING FACTORY (147, 335, 223, 343)
ring-item (149, 768, 211, 813)
paterson-footer: PATERSON, MICHEL & CO., WHARF ST. Phone No. 2. (252, 831, 362, 848)
news-para: A long night dance will be held in the Kokatahi Hall to-morrow (Friday) night, August 2nd. Good music.—Advt. (528, 124, 664, 147)
hb-logo-top: NEW ZEALAND (147, 295, 223, 303)
event-row: Aug. 15.—All at once at Matanui, W. Jeffries and Co., auction sale, live and dead stock. (240, 989, 374, 1003)
tide-row: Aug. 3.—6.45 a.m.; 7.30 p.m. (240, 56, 323, 63)
event-row: Aug. 6.—Westland Chamber of Commerce meets, 7.30 o'clock. (240, 898, 374, 912)
stock-row: BRAN, FOWL WHEAT HAY (240, 817, 323, 824)
ads-column (4, 22, 232, 1432)
ring-caption: 18ct. Gold Ring, Set with 3 Diamonds and 2 Fine Black Opals £9/10/- (150, 922, 210, 939)
gcr-text: LONDON, July 30. The Air Ministry has issued a report which states:—On the night of the 29th July we attacked the railway stations at Offenburg, Essen, and Emden. We also attacked the cities of Stuttgart and Solingen, where we bombed and fired with machine guns on troops. Despite mist, we yesterday dropped eleven tons of bombs upon munition dumps and billets. We destroyed fourteen aeroplanes. Two British machines are missing. (820, 771, 962, 855)
misc-item-text: LONDON, July 30. A Press Bureau message states that Sir Charles Fielding has been appointed Director of General Food Production. (970, 542, 1110, 573)
gcr-sub: BRITISH AIRMEN DO DAMAGE. (844, 762, 938, 769)
shipping-title: SHIPPING NEWS. (261, 22, 353, 34)
amreport-text: (Received This Day at 10.15 a.m.) LONDON, July 31. An American official report states: We repulsed a counter-attack after severe fighting on the Ourcq, and we improved our position. (672, 1079, 812, 1118)
events-title: COMING EVENTS. (271, 852, 343, 862)
misc-items (970, 383, 1110, 1094)
undertaker: M. McGOVERN, undertaker. (439, 118, 520, 125)
ord-para: Four bitter swaying attacks followed. German artillery of every calibre fired at it. The enemy fought well, but made no headway. (672, 553, 812, 583)
tide-row: Aug. 9.—11.55 a.m.; — (240, 98, 305, 105)
ring-icon (45, 896, 67, 918)
dawson-catalogue: Our Illustrated Catalogue showing dozens of other Designs, together with Finger Measuring Card, sent Free on request. (9, 968, 227, 986)
anchor-fares: Fares, freights and particulars on application to undersigned. (240, 263, 374, 278)
ord-para: Ultimately the Americans saw the finely-built Guards melt away. (672, 585, 812, 601)
anchor-ships (240, 233, 374, 261)
